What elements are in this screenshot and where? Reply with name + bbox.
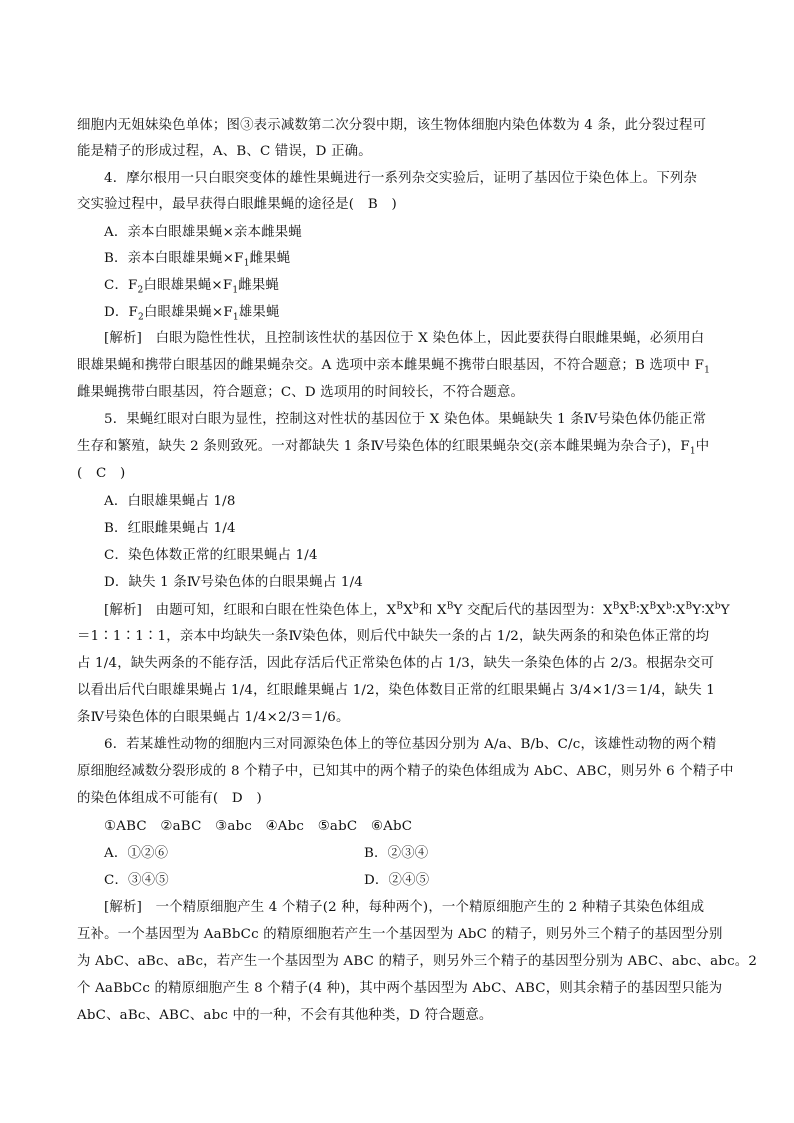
q4-option-b: B．亲本白眼雄果蝇$\times F_1$雌果蝇 — [104, 251, 291, 269]
question-6-stem-end: 的染色体组成不可能有( D ) — [77, 791, 262, 806]
q5-analysis-1: [解析] 由题可知，红眼和白眼在性染色体上，$X^BX^b$和 $X^BY$ 交配后代的基因型为：$X^BX^B∶X^BX^b∶X^BY∶X^bY$ — [104, 601, 730, 618]
q6-analysis-2: 互补。一个基因型为 AaBbCc 的精原细胞若产生一个基因型为 AbC 的精子，则另外三个精子的基因型分别 — [77, 927, 723, 942]
q4-option-c: C．$F_2$白眼雄果蝇$\times F_1$雌果蝇 — [104, 278, 280, 296]
q6-items: ①ABC ②aBC ③abc ④Abc ⑤abC ⑥AbC — [104, 819, 413, 834]
q4-option-d: D．$F_2$白眼雄果蝇$\times F_1$雄果蝇 — [104, 305, 280, 323]
q5-option-d: D．缺失 1 条Ⅳ号染色体的白眼果蝇占 1/4 — [104, 575, 364, 590]
q6-option-b: B．②③④ — [364, 846, 429, 861]
q5-option-c: C．染色体数正常的红眼果蝇占 1/4 — [104, 548, 318, 563]
q5-option-b: B．红眼雌果蝇占 1/4 — [104, 521, 236, 536]
question-5-answer: ( C ) — [77, 466, 126, 481]
q5-option-a: A．白眼雄果蝇占 1/8 — [104, 494, 236, 509]
q6-analysis-3: 为 AbC、aBc、aBc，若产生一个基因型为 ABC 的精子，则另外三个精子的基因型分别为 ABC、abc、abc。2 — [77, 954, 758, 969]
q4-analysis-1: [解析] 白眼为隐性性状，且控制该性状的基因位于 X 染色体上，因此要获得白眼雌果蝇，必须用白 — [104, 331, 705, 346]
q4-analysis-2: 眼雄果蝇和携带白眼基因的雌果蝇杂交。A 选项中亲本雌果蝇不携带白眼基因，不符合题意；B 选项中 $F_1$ — [77, 358, 711, 376]
q4-analysis-3: 雌果蝇携带白眼基因，符合题意；C、D 选项用的时间较长，不符合题意。 — [77, 385, 525, 400]
q4-option-a: A．亲本白眼雄果蝇×亲本雌果蝇 — [104, 225, 302, 240]
q5-analysis-3: 占 1/4，缺失两条的不能存活，因此存活后代正常染色体的占 1/3，缺失一条染色体的占 2/3。根据杂交可 — [77, 656, 715, 671]
q5-analysis-5: 条Ⅳ号染色体的白眼果蝇占 1/4×2/3＝1/6。 — [77, 710, 350, 725]
text-line-1: 细胞内无姐妹染色单体；图③表示减数第二次分裂中期，该生物体细胞内染色体数为 4 条，此分裂过程可 — [77, 118, 707, 133]
question-4-stem: 4．摩尔根用一只白眼突变体的雄性果蝇进行一系列杂交实验后，证明了基因位于染色体上。下列杂 — [104, 171, 698, 186]
question-5-stem: 5．果蝇红眼对白眼为显性，控制这对性状的基因位于 X 染色体。果蝇缺失 1 条Ⅳ号染色体仍能正常 — [104, 412, 707, 427]
q6-analysis-1: [解析] 一个精原细胞产生 4 个精子(2 种，每种两个)，一个精原细胞产生的 2 种精子其染色体组成 — [104, 900, 705, 915]
q6-option-c: C．③④⑤ — [104, 873, 169, 888]
q5-analysis-2: ＝1∶1∶1∶1，亲本中均缺失一条Ⅳ染色体，则后代中缺失一条的占 1/2，缺失两条的和染色体正常的均 — [77, 629, 710, 644]
question-4-stem-cont: 交实验过程中，最早获得白眼雌果蝇的途径是( B ) — [77, 197, 397, 212]
question-6-stem: 6．若某雄性动物的细胞内三对同源染色体上的等位基因分别为 A/a、B/b、C/c，该雄性动物的两个精 — [104, 737, 717, 752]
question-5-stem-cont: 生存和繁殖，缺失 2 条则致死。一对都缺失 1 条Ⅳ号染色体的红眼果蝇杂交(亲本雌果蝇为杂合子)，$F_1$中 — [77, 439, 710, 457]
q5-analysis-4: 以看出后代白眼雄果蝇占 1/4，红眼雌果蝇占 1/2，染色体数目正常的红眼果蝇占 3/4×1/3＝1/4，缺失 1 — [77, 683, 715, 698]
q6-analysis-4: 个 AaBbCc 的精原细胞产生 8 个精子(4 种)，其中两个基因型为 AbC、ABC，则其余精子的基因型只能为 — [77, 981, 723, 996]
question-6-stem-cont: 原细胞经减数分裂形成的 8 个精子中，已知其中的两个精子的染色体组成为 AbC、ABC，则另外 6 个精子中 — [77, 764, 734, 779]
q6-option-a: A．①②⑥ — [104, 846, 169, 861]
q6-option-d: D．②④⑤ — [364, 873, 430, 888]
q6-analysis-5: AbC、aBc、ABC、abc 中的一种，不会有其他种类，D 符合题意。 — [77, 1008, 493, 1023]
text-line-2: 能是精子的形成过程，A、B、C 错误，D 正确。 — [77, 144, 372, 159]
